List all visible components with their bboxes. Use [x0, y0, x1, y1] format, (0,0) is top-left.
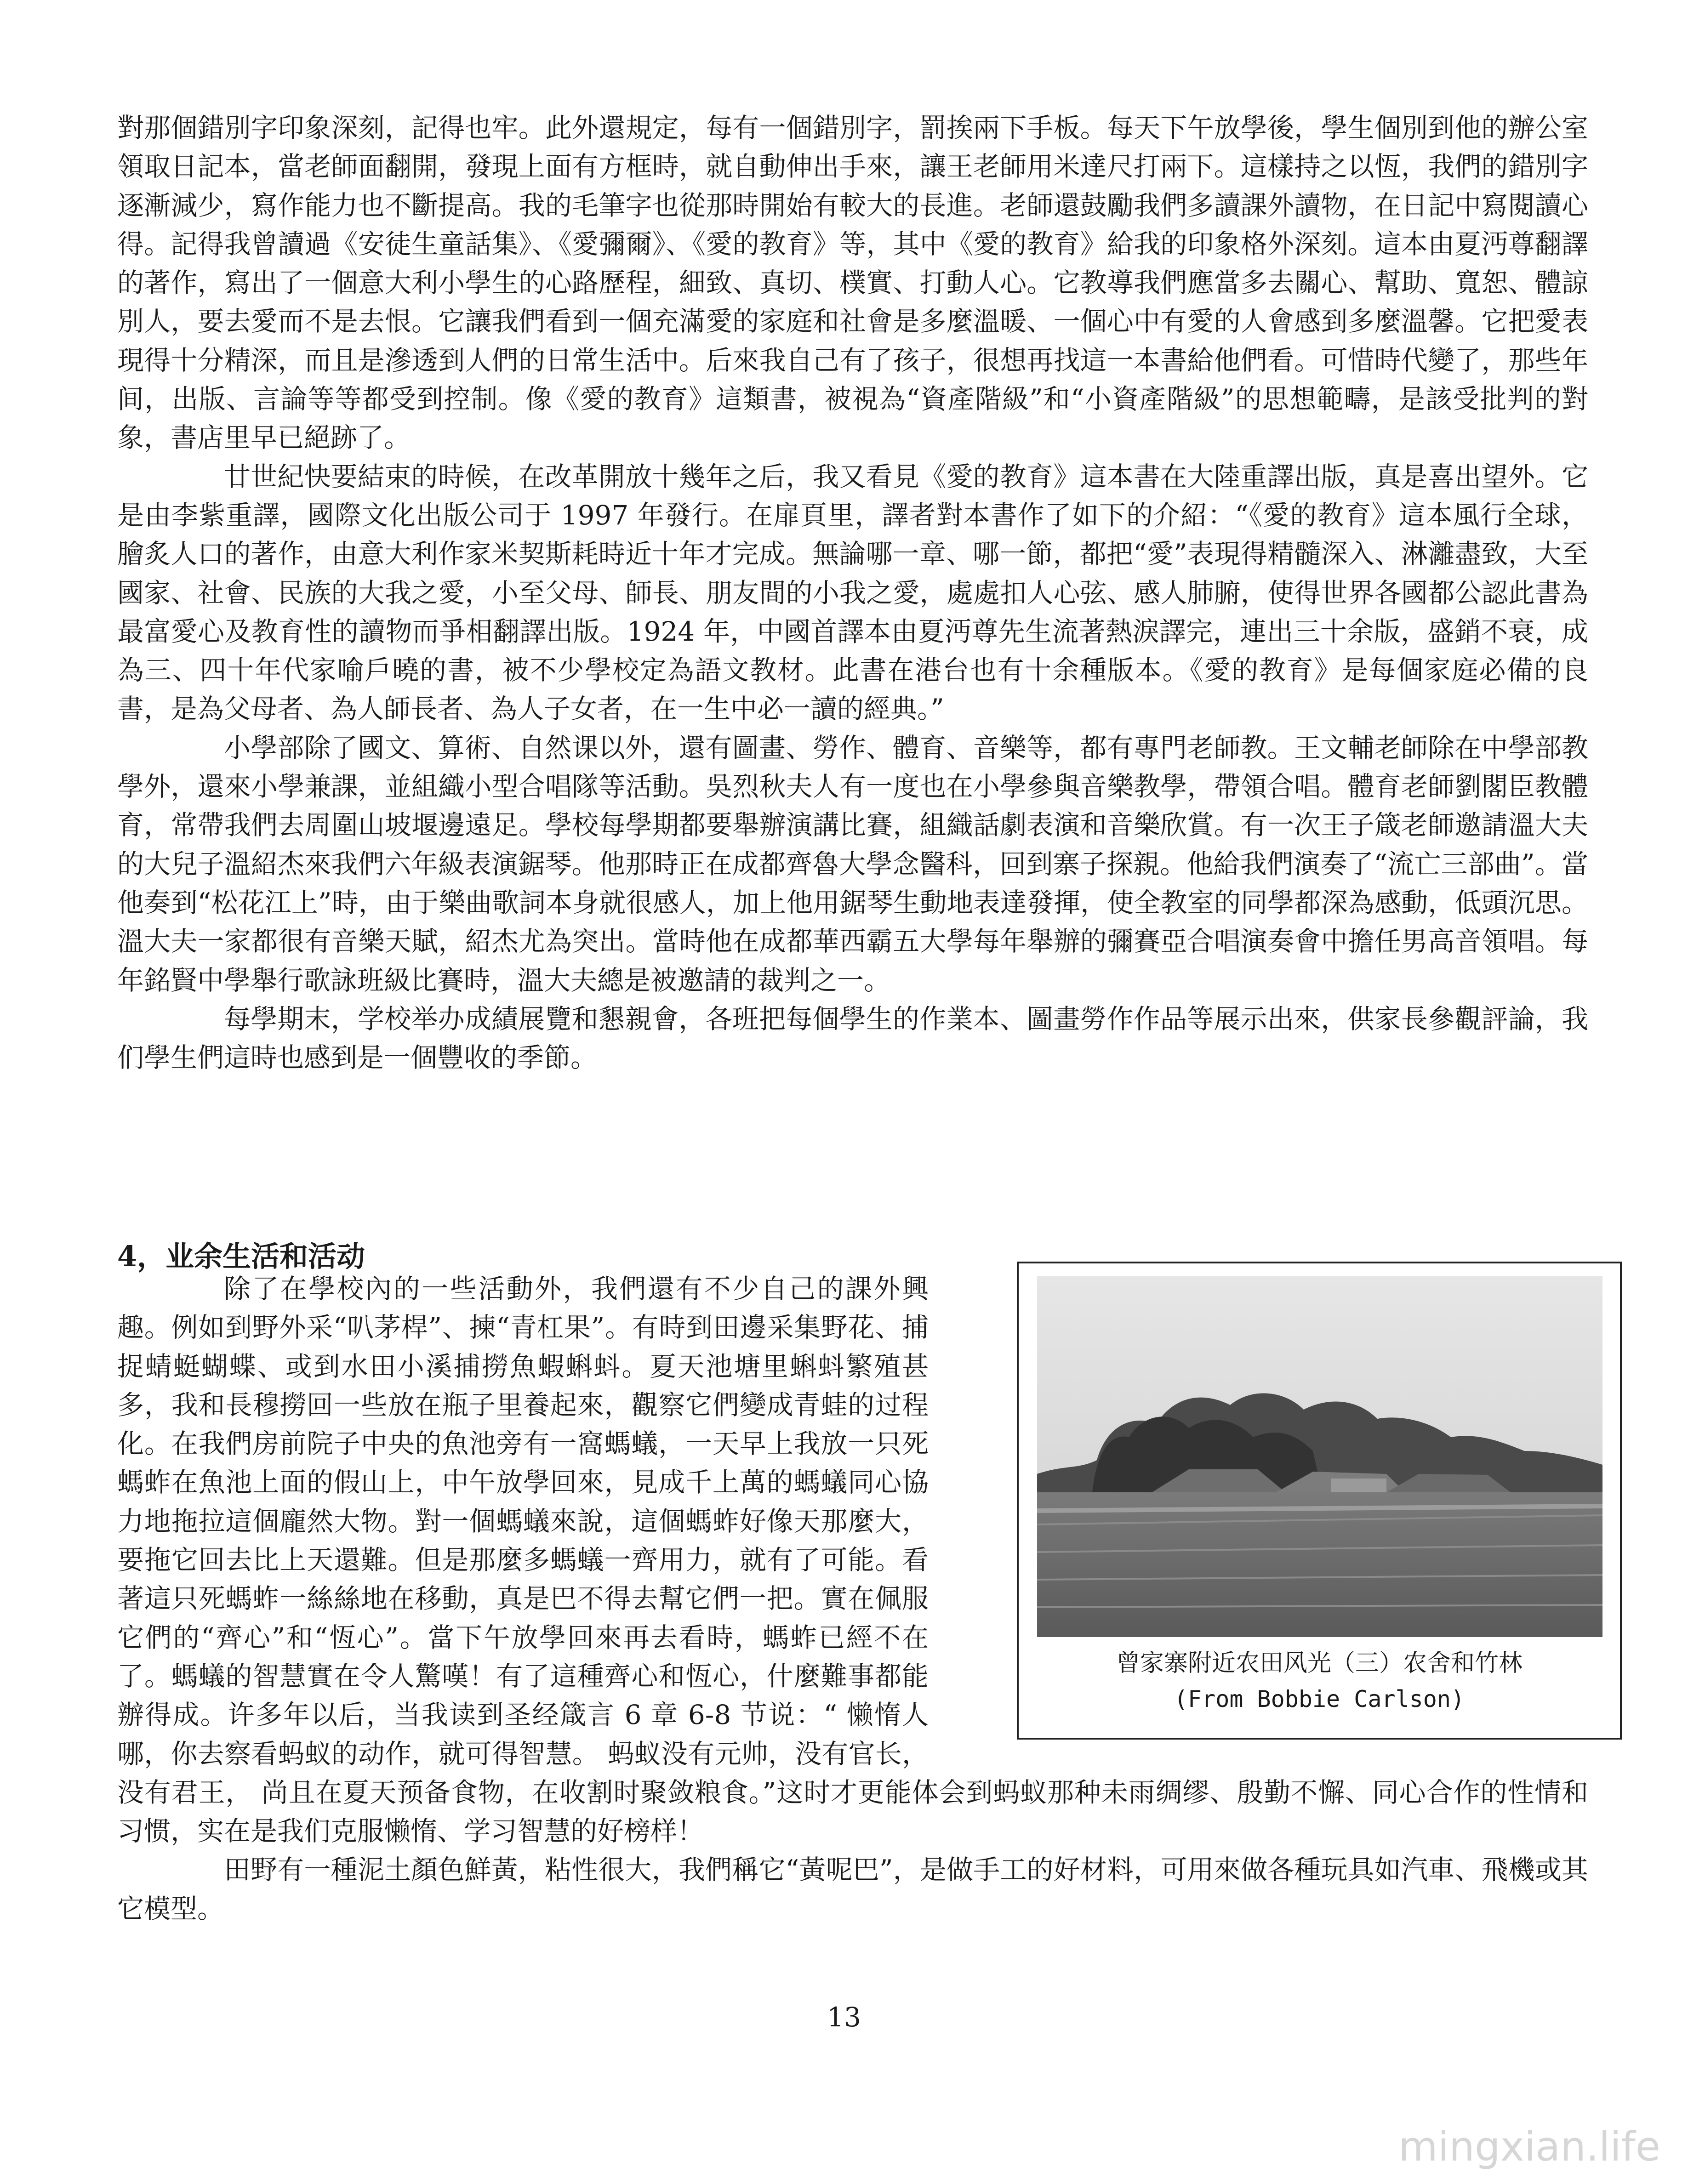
- page-number: 13: [827, 2002, 861, 2033]
- paragraph-term-exhibition: 每學期末，学校举办成績展覽和懇親會，各班把每個學生的作業本、圖畫勞作作品等展示出來，供家長參觀評論，我们學生們這時也感到是一個豐收的季節。: [117, 1003, 1588, 1074]
- paragraph-ants: 除了在學校內的一些活動外，我們還有不少自己的課外興趣。例如到野外采“叭茅桿”、揀“青杠果”。有時到田邊采集野花、捕捉蜻蜓蝴蝶、或到水田小溪捕撈魚蝦蝌蚪。夏天池塘里蝌蚪繁殖甚多，我和長穆撈回一些放在瓶子里養起來，觀察它們變成青蛙的过程化。在我們房前院子中央的魚池旁有一窩螞蟻，一天早上我放一只死螞蚱在魚池上面的假山上，中午放學回來，見成千上萬的螞蟻同心協力地拖拉這個龐然大物。對一個螞蟻來說，這個螞蚱好像天那麼大，要拖它回去比上天還難。但是那麼多螞蟻一齊用力，就有了可能。看著這只死螞蚱一絲絲地在移動，真是巴不得去幫它們一把。實在佩服它們的“齊心”和“恆心”。當下午放學回來再去看時，螞蚱已經不在了。螞蟻的智慧實在令人驚嘆！有了這種齊心和恆心，什麼難事都能辦得成。许多年以后，当我读到圣经箴言 6 章 6-8 节说：“ 懒惰人哪，你去察看蚂蚁的动作，就可得智慧。 蚂蚁没有元帅，没有官长，没有君王， 尚且在夏天预备食物，在收割时聚敛粮食。”这时才更能体会到蚂蚁那种未雨绸缪、殷勤不懈、同心合作的性情和习惯，实在是我们克服懒惰、学习智慧的好榜样！: [117, 1273, 1588, 1847]
- body-text-top: [117, 108, 1588, 1077]
- paragraph-primary-school-subjects: 小學部除了國文、算術、自然课以外，還有圖畫、勞作、體育、音樂等，都有專門老師教。王文輔老師除在中學部教學外，還來小學兼課，並組織小型合唱隊等活動。吳烈秋夫人有一度也在小學參與音樂教學，帶領合唱。體育老師劉閣臣教體育，常帶我們去周圍山坡堰邊遠足。學校每學期都要舉辦演講比賽，組織話劇表演和音樂欣賞。有一次王子箴老師邀請溫大夫的大兒子溫紹杰來我們六年級表演鋸琴。他那時正在成都齊魯大學念醫科，回到寨子探親。他給我們演奏了“流亡三部曲”。當他奏到“松花江上”時，由于樂曲歌詞本身就很感人，加上他用鋸琴生動地表達發揮，使全教室的同學都深為感動，低頭沉思。溫大夫一家都很有音樂天賦，紹杰尤為突出。當時他在成都華西霸五大學每年舉辦的彌賽亞合唱演奏會中擔任男高音領唱。每年銘賢中學舉行歌詠班級比賽時，溫大夫總是被邀請的裁判之一。: [117, 732, 1588, 996]
- watermark: mingxian.life: [1398, 2123, 1660, 2170]
- figure-caption: 曾家寨附近农田风光（三）农舍和竹林: [1116, 1649, 1523, 1677]
- farmland-bamboo-image: [1037, 1276, 1602, 1637]
- paragraph-continuation: 對那個錯別字印象深刻，記得也牢。此外還規定，每有一個錯別字，罰挨兩下手板。每天下午放學後，學生個別到他的辦公室領取日記本，當老師面翻開，發現上面有方框時，就自動伸出手來，讓王老師用米達尺打兩下。這樣持之以恆，我們的錯別字逐漸減少，寫作能力也不斷提高。我的毛筆字也從那時開始有較大的長進。老師還鼓勵我們多讀課外讀物，在日記中寫閱讀心得。記得我曾讀過《安徒生童話集》、《愛彌爾》、《愛的教育》等，其中《愛的教育》給我的印象格外深刻。這本由夏沔尊翻譯的著作，寫出了一個意大利小學生的心路歷程，細致、真切、樸實、打動人心。它教導我們應當多去關心、幫助、寬恕、體諒別人，要去愛而不是去恨。它讓我們看到一個充滿愛的家庭和社會是多麼溫暖、一個心中有愛的人會感到多麼溫馨。它把愛表現得十分精深，而且是滲透到人們的日常生活中。后來我自己有了孩子，很想再找這一本書給他們看。可惜時代變了，那些年间，出版、言論等等都受到控制。像《愛的教育》這類書，被視為“資產階級”和“小資產階級”的思想範疇，是該受批判的對象，書店里早已絕跡了。: [117, 112, 1588, 454]
- section-heading: 4，业余生活和活动: [117, 1240, 365, 1273]
- figure-credit: (From Bobbie Carlson): [1174, 1686, 1465, 1712]
- photo-figure: [1017, 1262, 1622, 1740]
- paragraph-love-education-reprint: 廿世紀快要結束的時候，在改革開放十幾年之后，我又看見《愛的教育》這本書在大陸重譯出版，真是喜出望外。它是由李紫重譯，國際文化出版公司于 1997 年發行。在扉頁里，譯者對本書作了如下的介紹：“《愛的教育》這本風行全球，膾炙人口的著作，由意大利作家米契斯耗時近十年才完成。無論哪一章、哪一節，都把“愛”表現得精髓深入、淋灕盡致，大至國家、社會、民族的大我之愛，小至父母、師長、朋友間的小我之愛，處處扣人心弦、感人肺腑，使得世界各國都公認此書為最富愛心及教育性的讀物而爭相翻譯出版。1924 年，中國首譯本由夏沔尊先生流著熱淚譯完，連出三十余版，盛銷不衰，成為三、四十年代家喻戶曉的書，被不少學校定為語文教材。此書在港台也有十余種版本。《愛的教育》是每個家庭必備的良書，是為父母者、為人師長者、為人子女者，在一生中必一讀的經典。”: [117, 461, 1588, 725]
- farmland-photo: [1037, 1276, 1602, 1637]
- paragraph-yellow-clay: 田野有一種泥土顏色鮮黃，粘性很大，我們稱它“黃呢巴”，是做手工的好材料，可用來做各種玩具如汽車、飛機或其它模型。: [117, 1854, 1588, 1924]
